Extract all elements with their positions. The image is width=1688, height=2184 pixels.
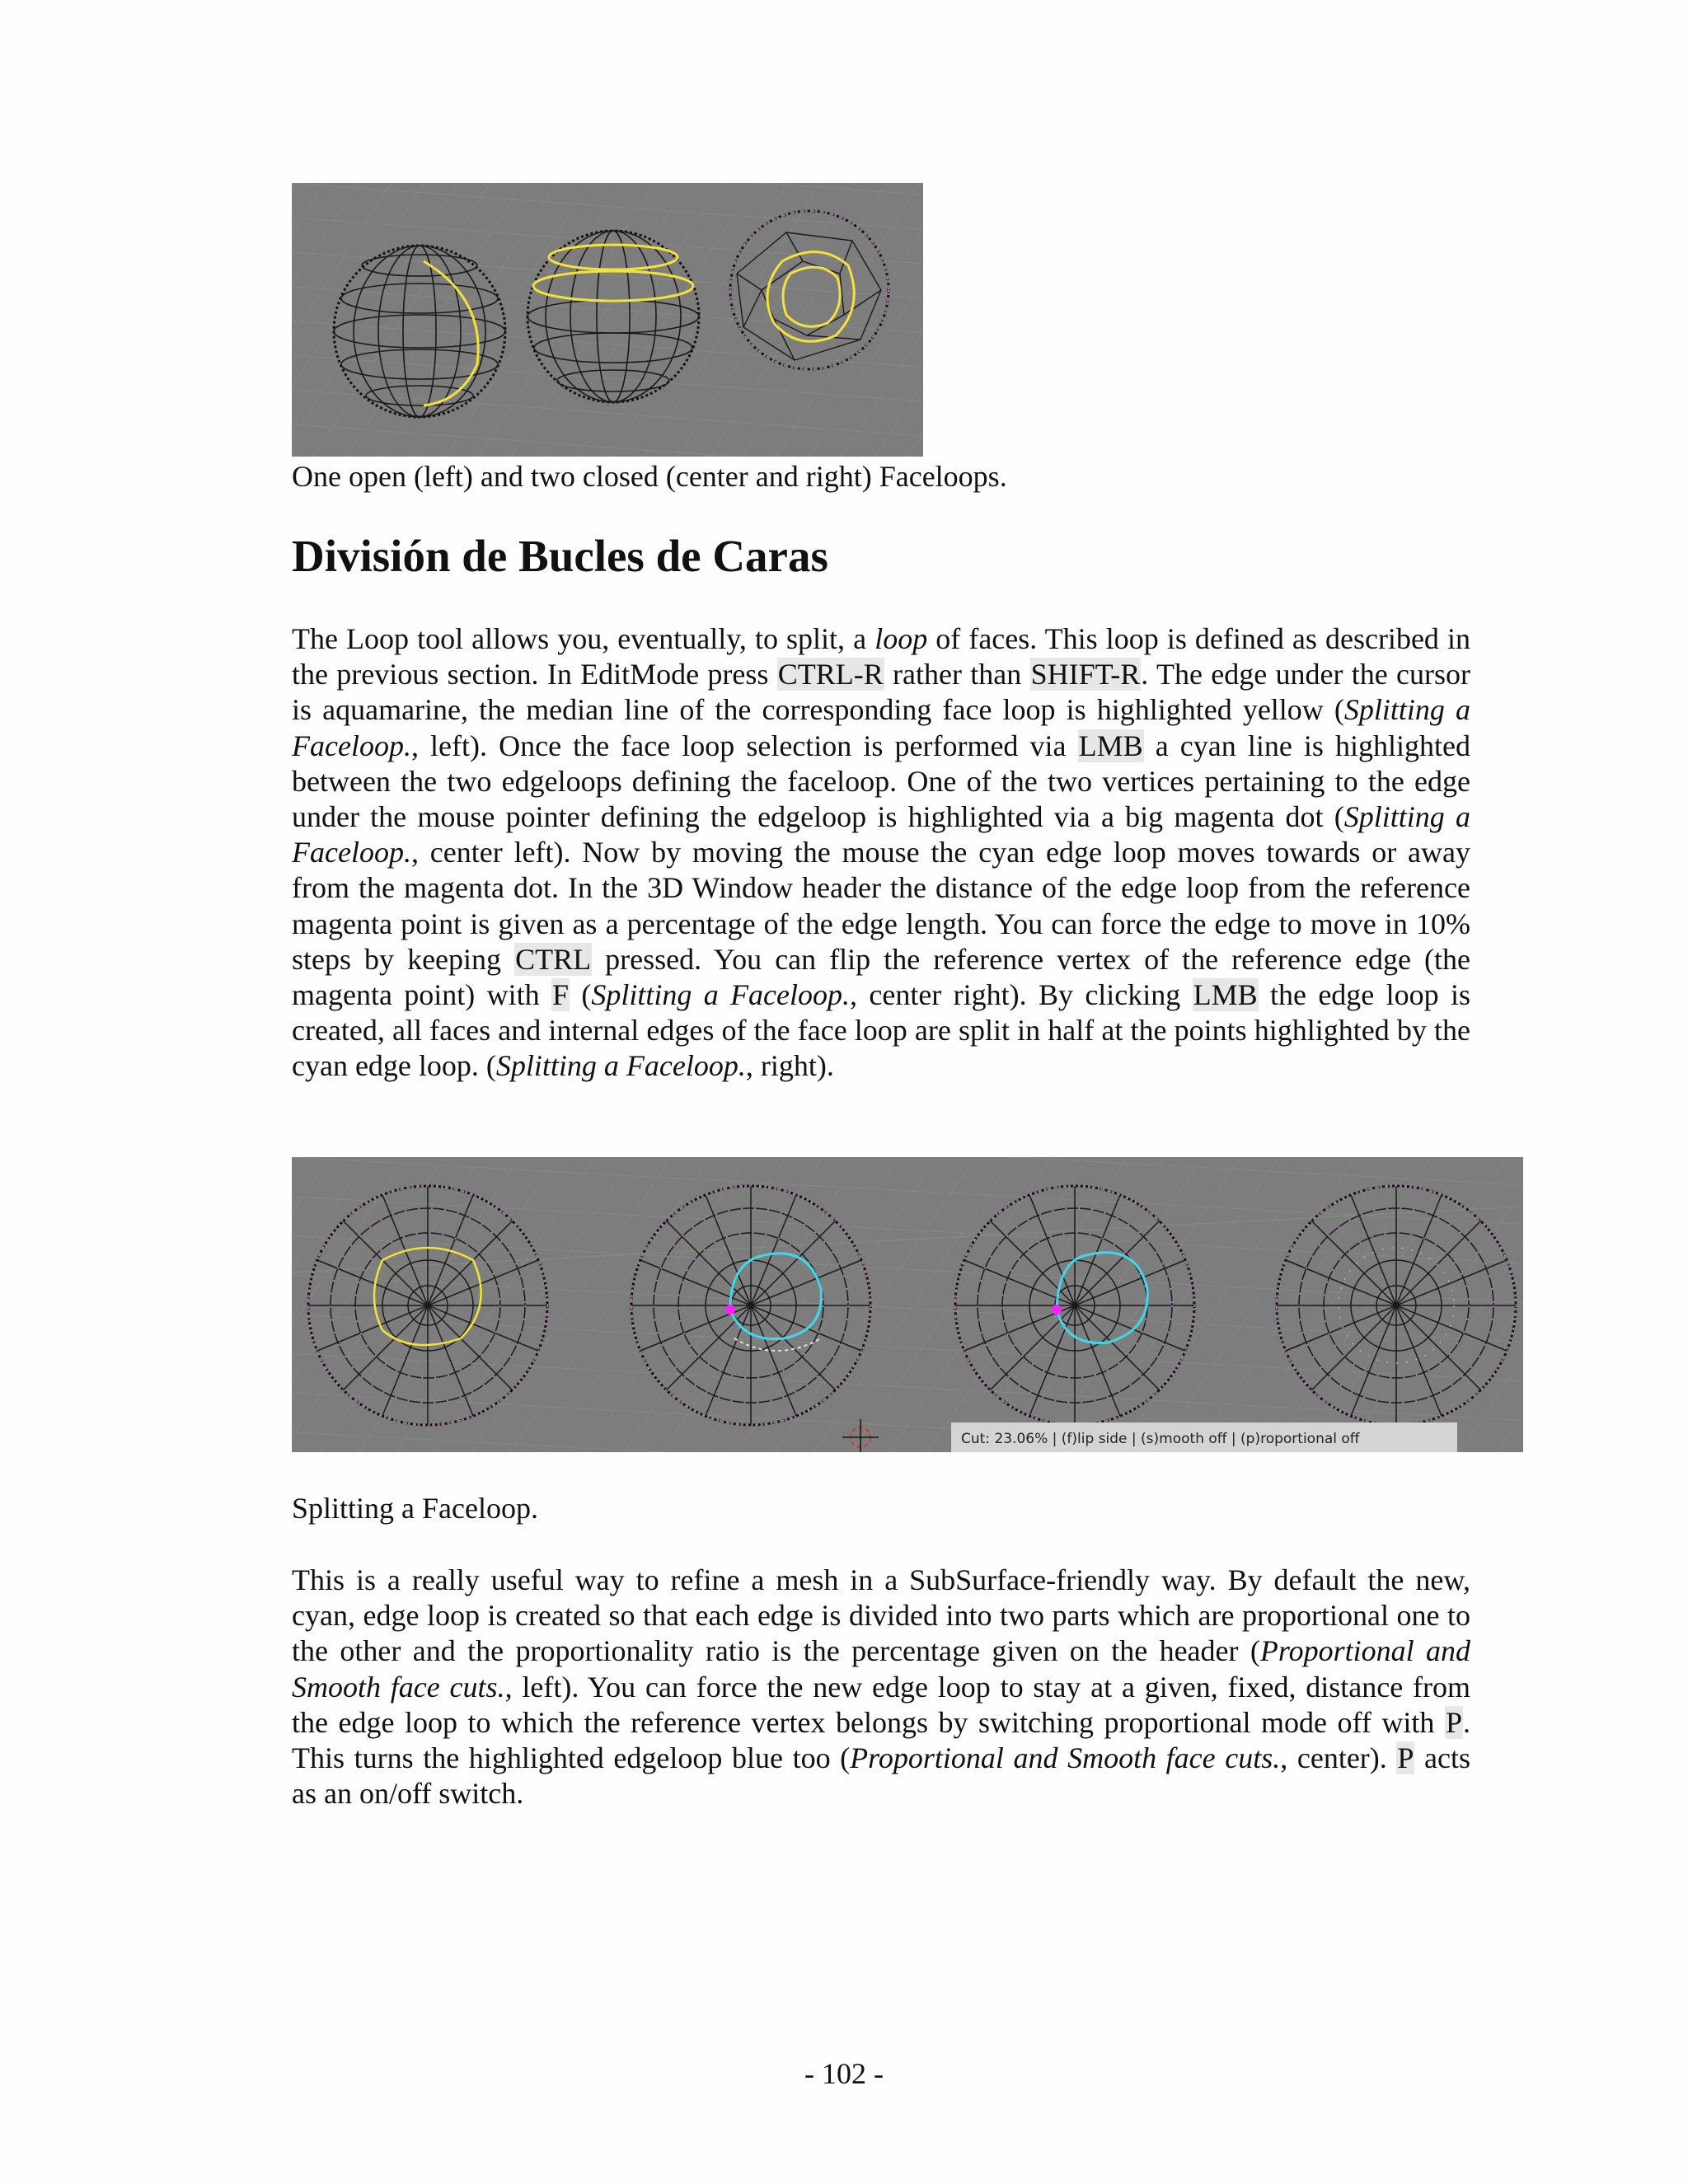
key-shift-r: SHIFT-R [1030, 658, 1141, 691]
figure-reference: Proportional and Smooth face cuts. [850, 1741, 1281, 1775]
page-number: - 102 - [804, 2057, 884, 2090]
figure-reference: Splitting a Faceloop. [292, 800, 1470, 869]
paragraph-subsurface: This is a really useful way to refine a mesh in a SubSurface-friendly way. By default the new, cyan, edge loop is created so that each edge is divided into two parts which are proportional one to the other and the proportionality ratio is the percentage given on the header (Proportional and Smooth face cuts., left). You can force the new edge loop to stay at a given, fixed, distance from the edge loop to which the reference vertex belongs by switching proportional mode off with P. This turns the highlighted edgeloop blue too (Proportional and Smooth face cuts., center). P acts as an on/off switch. [292, 1563, 1471, 1811]
paragraph-loop-tool: The Loop tool allows you, eventually, to split, a loop of faces. This loop is defined as described in the previous section. In EditMode press CTRL-R rather than SHIFT-R. The edge under the cursor is aquamarine, the median line of the corresponding face loop is highlighted yellow (Splitting a Faceloop., left). Once the face loop selection is performed via LMB a cyan line is highlighted between the two edgeloops defining the faceloop. One of the two vertices pertaining to the edge under the mouse pointer defining the edgeloop is highlighted via a big magenta dot (Splitting a Faceloop., center left). Now by moving the mouse the cyan edge loop moves towards or away from the magenta dot. In the 3D Window header the distance of the edge loop from the reference magenta point is given as a percentage of the edge length. You can force the edge to move in 10% steps by keeping CTRL pressed. You can flip the reference vertex of the reference edge (the magenta point) with F (Splitting a Faceloop., center right). By clicking LMB the edge loop is created, all faces and internal edges of the face loop are split in half at the points highlighted by the cyan edge loop. (Splitting a Faceloop., right). [292, 622, 1471, 1083]
figure-caption-splitting: Splitting a Faceloop. [292, 1492, 538, 1525]
figure-faceloops-image [292, 183, 923, 457]
icosphere-4 [1277, 1186, 1516, 1425]
figure-reference: Splitting a Faceloop. [591, 978, 851, 1012]
key-p: P [1445, 1705, 1462, 1739]
key-f: F [551, 978, 570, 1012]
header-status-text: Cut: 23.06% | (f)lip side | (s)mooth off | (p)roportional off [961, 1431, 1360, 1447]
figure-reference: Splitting a Faceloop. [495, 1049, 746, 1083]
key-ctrl: CTRL [515, 942, 592, 976]
icosphere-2 [631, 1186, 870, 1425]
icosphere-3 [955, 1186, 1194, 1425]
key-p: P [1397, 1741, 1414, 1775]
key-lmb: LMB [1193, 978, 1258, 1012]
figure-reference: Proportional and Smooth face cuts. [292, 1634, 1470, 1704]
figure-splitting-faceloop-image [292, 1157, 1523, 1452]
icosphere-1 [308, 1186, 547, 1425]
section-heading: División de Bucles de Caras [292, 531, 828, 581]
key-lmb: LMB [1078, 729, 1143, 762]
key-ctrl-r: CTRL-R [777, 658, 884, 691]
figure-caption-faceloops: One open (left) and two closed (center and right) Faceloops. [292, 460, 1007, 493]
figure-reference: Splitting a Faceloop. [292, 693, 1470, 762]
